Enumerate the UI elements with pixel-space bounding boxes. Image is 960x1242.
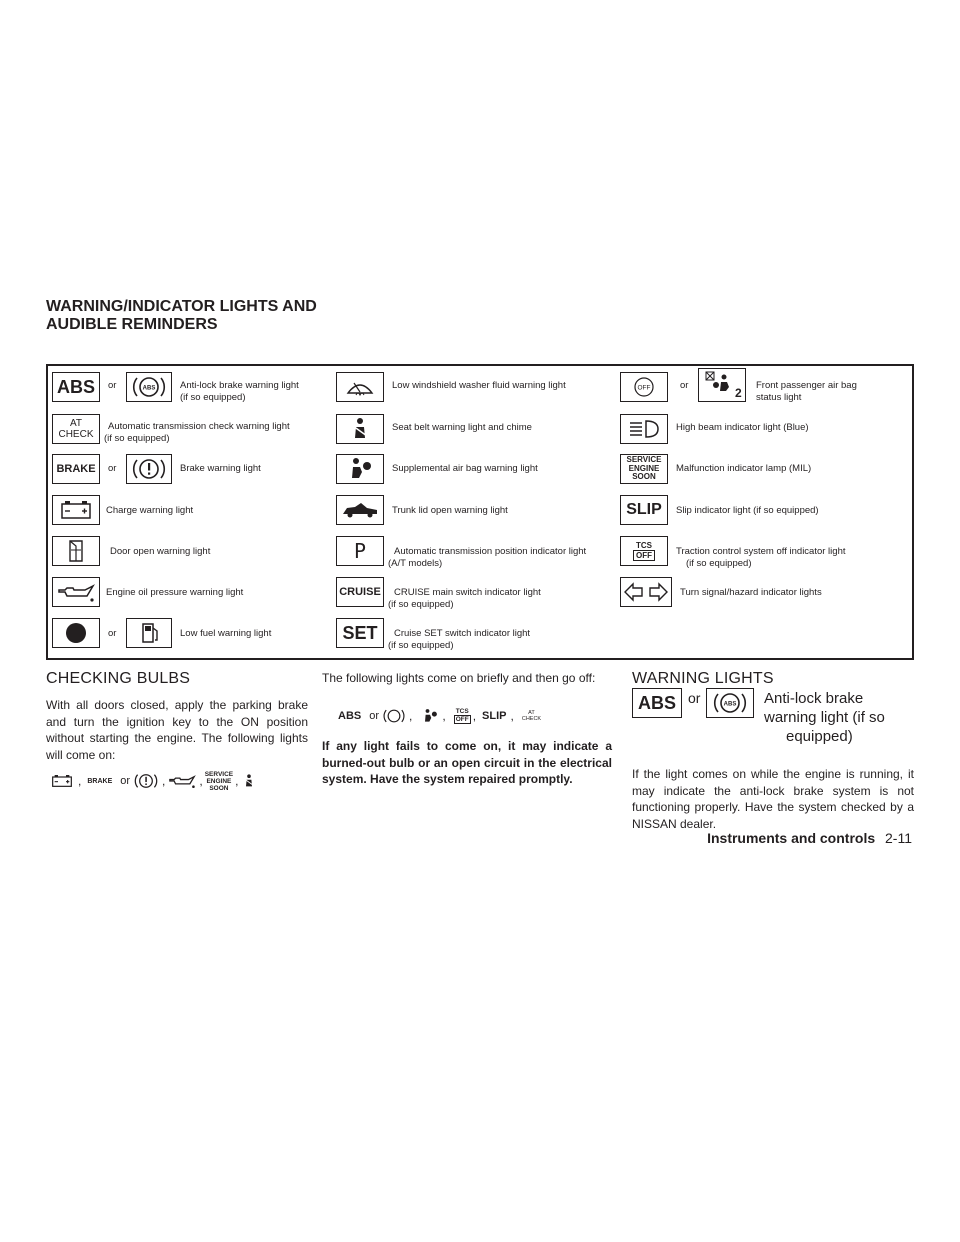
pass-airbag-off-icon (620, 372, 668, 402)
legend-label: Low windshield washer fluid warning light (392, 380, 566, 391)
svg-text:ABS: ABS (723, 701, 737, 708)
abs-circle-icon (381, 707, 407, 725)
or-label: or (369, 710, 380, 722)
legend-label: Door open warning light (110, 546, 211, 557)
high-beam-icon (620, 414, 668, 444)
airbag-icon (336, 454, 384, 484)
tcs-off-icon: TCS OFF (620, 536, 668, 566)
briefly-warning: If any light fails to come on, it may indicate a burned-out bulb or an open circuit in the electrical system. Have the system repaired promptly. (322, 739, 612, 786)
legend-label: Traction control system off indicator light (if so equipped) (676, 546, 846, 569)
page-footer (707, 830, 912, 846)
svg-text:ABS: ABS (142, 385, 156, 392)
legend-label: Cruise SET switch indicator light (if so equipped) (388, 628, 531, 651)
footer-section: Instruments and controls (707, 830, 876, 846)
slip-icon: SLIP (482, 710, 507, 722)
legend-label: Engine oil pressure warning light (106, 587, 244, 598)
warning-lights-abs-label: Anti-lock brake warning light (if so equipped) (764, 690, 885, 745)
legend-label: Seat belt warning light and chime (392, 422, 532, 433)
section-heading-line1: WARNING/INDICATOR LIGHTS AND (46, 298, 317, 315)
or-label: or (108, 380, 117, 391)
trunk-icon (336, 495, 384, 525)
brake-circle-icon (126, 454, 172, 484)
checking-icons-row: , BRAKE or , , SERVICE ENGINE SOON , (46, 768, 260, 794)
dot-icon (52, 618, 100, 648)
legend-label: Brake warning light (180, 463, 261, 474)
legend-label: Malfunction indicator lamp (MIL) (676, 463, 812, 474)
legend-label: Turn signal/hazard indicator lights (680, 587, 822, 598)
legend-label: Anti-lock brake warning light (if so equipped) (180, 380, 299, 403)
legend-label: Automatic transmission check warning light (if so equipped) (104, 421, 290, 444)
at-check-icon: AT CHECK (52, 414, 100, 444)
fuel-pump-icon (126, 618, 172, 648)
oil-can-icon (52, 577, 100, 607)
or-label: or (108, 463, 117, 474)
battery-icon (48, 773, 76, 789)
airbag-icon (420, 707, 440, 725)
abs-text-icon: ABS (52, 372, 100, 402)
set-icon: SET (336, 618, 384, 648)
cruise-icon: CRUISE (336, 577, 384, 607)
legend-label: Trunk lid open warning light (392, 505, 508, 516)
or-label: or (680, 380, 689, 391)
service-engine-soon-icon: SERVICE ENGINE SOON (204, 770, 234, 792)
svg-text:OFF: OFF (637, 384, 651, 392)
brake-text-icon: BRAKE (52, 454, 100, 484)
pass-airbag-status-icon (698, 368, 746, 402)
briefly-icons-row: ABS or , , TCS OFF , SLIP , AT CHECK (338, 708, 542, 723)
legend-label: Supplemental air bag warning light (392, 463, 538, 474)
position-p-icon: P (336, 536, 384, 566)
legend-label: Slip indicator light (if so equipped) (676, 505, 819, 516)
battery-icon (52, 495, 100, 525)
washer-icon (336, 372, 384, 402)
legend-label: Automatic transmission position indicator light (A/T models) (388, 546, 587, 569)
at-check-icon: AT CHECK (521, 710, 542, 722)
legend-label: Front passenger air bag status light (756, 380, 857, 403)
checking-bulbs-text: With all doors closed, apply the parking brake and turn the ignition key to the ON position without starting the engine. The following lights will come on: (46, 698, 308, 762)
seatbelt-icon (336, 414, 384, 444)
legend-label: Low fuel warning light (180, 628, 272, 639)
legend-label: High beam indicator light (Blue) (676, 422, 809, 433)
legend-label: Charge warning light (106, 505, 194, 516)
or-label: or (108, 628, 117, 639)
or-label: or (688, 690, 701, 706)
legend-label: CRUISE main switch indicator light (if so equipped) (388, 587, 541, 610)
seatbelt-icon (240, 772, 258, 790)
warning-lights-heading: WARNING LIGHTS (632, 670, 774, 687)
warning-lights-body: If the light comes on while the engine is running, it may indicate the anti-lock brake system is not functioning properly. Have the system checked by a NISSAN dealer. (632, 767, 914, 831)
checking-bulbs-heading: CHECKING BULBS (46, 670, 191, 687)
abs-circle-icon (706, 688, 754, 718)
oil-can-icon (167, 772, 197, 790)
brake-circle-icon (132, 771, 160, 791)
door-open-icon (52, 536, 100, 566)
slip-icon: SLIP (620, 495, 668, 525)
tcs-off-icon: TCS OFF (455, 708, 469, 723)
abs-text-icon: ABS (338, 710, 362, 722)
briefly-intro: The following lights come on briefly and then go off: (322, 671, 596, 685)
abs-circle-icon (126, 372, 172, 402)
section-heading (46, 298, 317, 334)
page-number: 2-11 (885, 830, 912, 846)
turn-signal-icon (620, 577, 672, 607)
service-engine-soon-icon: SERVICE ENGINE SOON (620, 454, 668, 484)
abs-text-icon: ABS (632, 688, 682, 718)
svg-text:2: 2 (735, 386, 742, 400)
indicator-legend (46, 364, 914, 660)
brake-text-icon: BRAKE (87, 777, 113, 785)
section-heading-line2: AUDIBLE REMINDERS (46, 316, 218, 333)
or-label: or (120, 775, 131, 787)
